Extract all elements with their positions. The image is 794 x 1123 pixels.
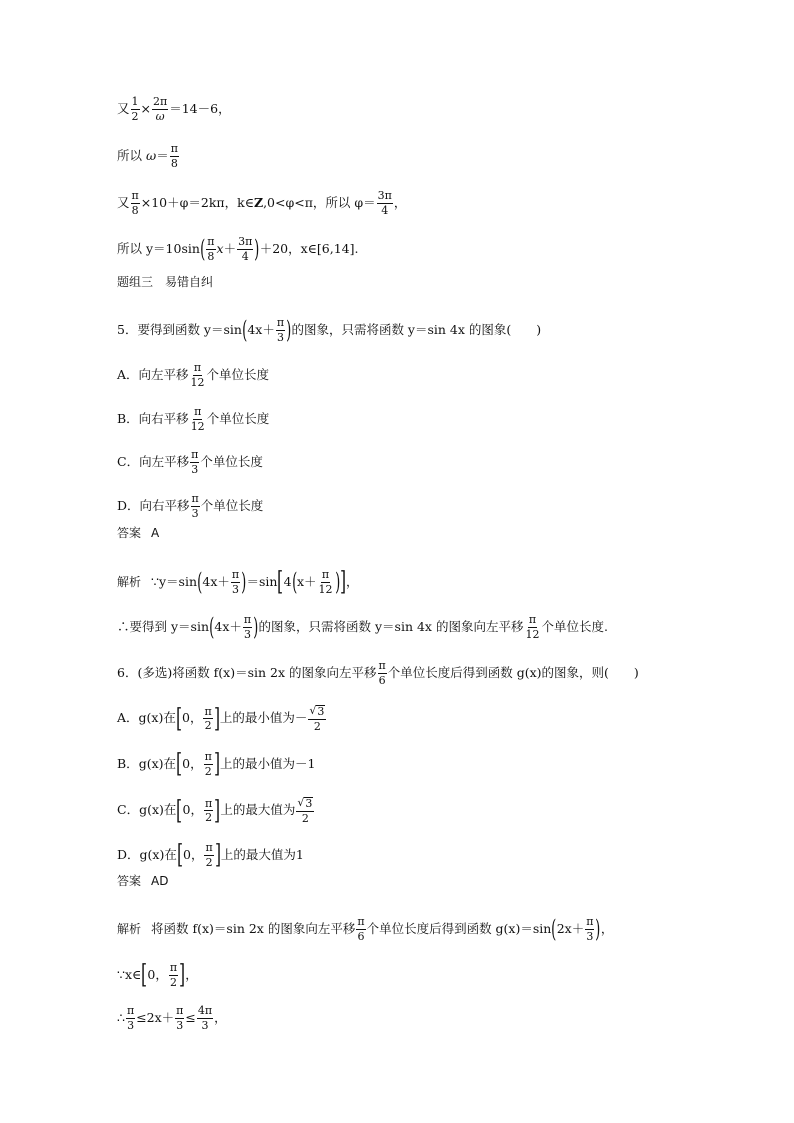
q5-option-d[interactable] — [117, 493, 263, 519]
explanation-label-6: 解析 — [117, 922, 142, 937]
frac-pi-2-b: $\frac{\pi}{2}$ — [204, 750, 212, 778]
frac-pi-3-c: $\frac{\pi}{3}$ — [191, 448, 199, 476]
option-c-label: C．向左平移 — [117, 453, 190, 469]
frac-pi-12-b: $\frac{\pi}{12}$ — [190, 405, 205, 433]
frac-pi-3-i1: $\frac{\pi}{3}$ — [126, 1004, 135, 1032]
text-suoyi: 所以 — [117, 147, 143, 163]
omega: ω — [146, 147, 157, 163]
frac-pi-2-d: $\frac{\pi}{2}$ — [205, 841, 213, 869]
answer-value: A — [151, 526, 160, 540]
frac-3pi-4-b: $\frac{3\pi}{4}$ — [238, 235, 253, 263]
answer-5 — [117, 527, 159, 539]
q5-option-c[interactable] — [117, 449, 263, 475]
question-5: 5．要得到函数 y＝sin ( 4x＋ $\frac{\pi}{3}$ ) 的图象，只需将函数 y＝sin 4x 的图象( ) — [117, 316, 542, 345]
answer-label: 答案 — [117, 526, 142, 540]
q6-tail: 个单位长度后得到函数 g(x)的图象，则( ) — [387, 664, 639, 680]
option-a-label: A．向左平移 — [117, 366, 189, 382]
frac-pi-8: $\frac{\pi}{8}$ — [170, 142, 178, 170]
frac-sqrt3-2-a: √ 3 2 — [309, 704, 325, 733]
frac-pi-3-c5: $\frac{\pi}{3}$ — [243, 613, 252, 641]
frac-pi-8-b: $\frac{\pi}{8}$ — [131, 189, 139, 217]
phi-equation: ×10＋φ＝2kπ，k∈ — [140, 194, 254, 210]
q5-head: 5．要得到函数 y＝sin — [117, 321, 242, 337]
frac-pi-12-e5: $\frac{\pi}{12}$ — [318, 568, 333, 596]
unit-length: 个单位长度 — [200, 453, 263, 469]
answer-value-6: AD — [151, 874, 169, 888]
text-you-2: 又 — [117, 194, 130, 210]
phi-condition: ,0<φ<π，所以 φ＝ — [263, 194, 376, 210]
answer-label-6: 答案 — [117, 874, 142, 888]
unit-length: 个单位长度 — [206, 410, 270, 426]
frac-pi-3-d: $\frac{\pi}{3}$ — [191, 492, 199, 520]
question-6 — [117, 660, 639, 686]
group-title: 题组三 易错自纠 — [117, 275, 214, 289]
group-heading — [117, 276, 213, 288]
line-inequality: ∴ $\frac{\pi}{3}$ ≤2x＋ $\frac{\pi}{3}$ ≤ $\frac{4\pi}{3}$ ， — [117, 1004, 227, 1032]
explanation-5: 解析 ∵y＝sin ( 4x＋ $\frac{\pi}{3}$ ) ＝sin [ 4 ( x＋ $\frac{\pi}{12}$ ) ] ， — [117, 567, 359, 598]
times-sign: × — [140, 100, 151, 116]
frac-pi-2-c: $\frac{\pi}{2}$ — [205, 796, 213, 825]
unit-length: 个单位长度 — [206, 366, 270, 382]
frac-one-half: $\frac{1}{2}$ — [131, 95, 139, 123]
frac-pi-2-e: $\frac{\pi}{2}$ — [169, 961, 178, 989]
integer-set: Z — [253, 194, 264, 210]
frac-pi-12-c5: $\frac{\pi}{12}$ — [525, 613, 540, 641]
frac-pi-6-q6: $\frac{\pi}{6}$ — [378, 659, 386, 687]
q6-option-d[interactable]: D． g(x)在 [ 0， $\frac{\pi}{2}$ ] 上的最大值为 1 — [117, 840, 304, 871]
frac-pi-3-e6: $\frac{\pi}{3}$ — [586, 915, 594, 943]
q6-option-a[interactable]: A． g(x)在 [ 0， $\frac{\pi}{2}$ ] 上的最小值为 － √ 3 2 — [117, 703, 325, 734]
line-half-times — [117, 96, 231, 122]
frac-pi-3-q5: $\frac{\pi}{3}$ — [276, 316, 285, 344]
q5-option-b[interactable] — [117, 406, 269, 432]
option-b-label: B．向右平移 — [117, 410, 189, 426]
option-d-label: D．向右平移 — [117, 497, 190, 513]
unit-length: 个单位长度 — [200, 497, 264, 513]
q6-option-c[interactable]: C． g(x)在 [ 0， $\frac{\pi}{2}$ ] 上的最大值为 √ 3 2 — [117, 795, 313, 826]
explanation-6: 解析 将函数 f(x)＝sin 2x 的图象向左平移 $\frac{\pi}{6}$ 个单位长度后得到函数 g(x)＝sin ( 2x＋ $\frac{\pi}{3}$ ) ， — [117, 915, 614, 944]
line-phi: 又 $\frac{\pi}{8}$ ×10＋φ＝2kπ，k∈ Z ,0<φ<π，所以 φ＝ $\frac{3\pi}{4}$ ， — [117, 189, 407, 217]
frac-sqrt3-2-c: √ 3 2 — [297, 796, 313, 825]
answer-6 — [117, 875, 168, 887]
q5-option-a[interactable] — [117, 362, 269, 388]
q6-option-b[interactable]: B． g(x)在 [ 0， $\frac{\pi}{2}$ ] 上的最小值为 －1 — [117, 749, 316, 780]
frac-3pi-4: $\frac{3\pi}{4}$ — [377, 189, 392, 217]
frac-pi-8-c: $\frac{\pi}{8}$ — [207, 235, 215, 263]
frac-4pi-3: $\frac{4\pi}{3}$ — [197, 1004, 213, 1032]
frac-pi-2-a: $\frac{\pi}{2}$ — [204, 704, 212, 733]
q6-head: 6．(多选)将函数 f(x)＝sin 2x 的图象向左平移 — [117, 664, 377, 680]
eq-14-6: ＝14－6， — [169, 100, 231, 116]
frac-pi-3-i2: $\frac{\pi}{3}$ — [176, 1004, 184, 1032]
explanation-label: 解析 — [117, 575, 142, 590]
conclusion-5: ∴要得到 y＝sin ( 4x＋ $\frac{\pi}{3}$ ) 的图象，只需将函数 y＝sin 4x 的图象向左平移 $\frac{\pi}{12}$ 个单位长度. — [117, 613, 608, 642]
line-x-range: ∵x∈ [ 0， $\frac{\pi}{2}$ ] ， — [117, 960, 198, 991]
line-function-y: 所以 y＝10sin ( $\frac{\pi}{8}$ x ＋ $\frac{3\pi}{4}$ ) ＋20，x∈[6,14]. — [117, 235, 359, 264]
y-10sin: 所以 y＝10sin — [117, 240, 200, 256]
q5-tail: 的图象，只需将函数 y＝sin 4x 的图象( ) — [291, 321, 542, 337]
y-tail: ＋20，x∈[6,14]. — [259, 240, 359, 256]
text-you: 又 — [117, 100, 130, 116]
frac-pi-6-e6: $\frac{\pi}{6}$ — [357, 915, 365, 943]
frac-pi-12-a: $\frac{\pi}{12}$ — [190, 361, 205, 389]
frac-2pi-omega: $\frac{2\pi}{\omega}$ — [153, 95, 168, 123]
frac-pi-3-e5: $\frac{\pi}{3}$ — [231, 568, 240, 596]
line-omega: 所以 ω ＝ $\frac{\pi}{8}$ — [117, 142, 178, 170]
